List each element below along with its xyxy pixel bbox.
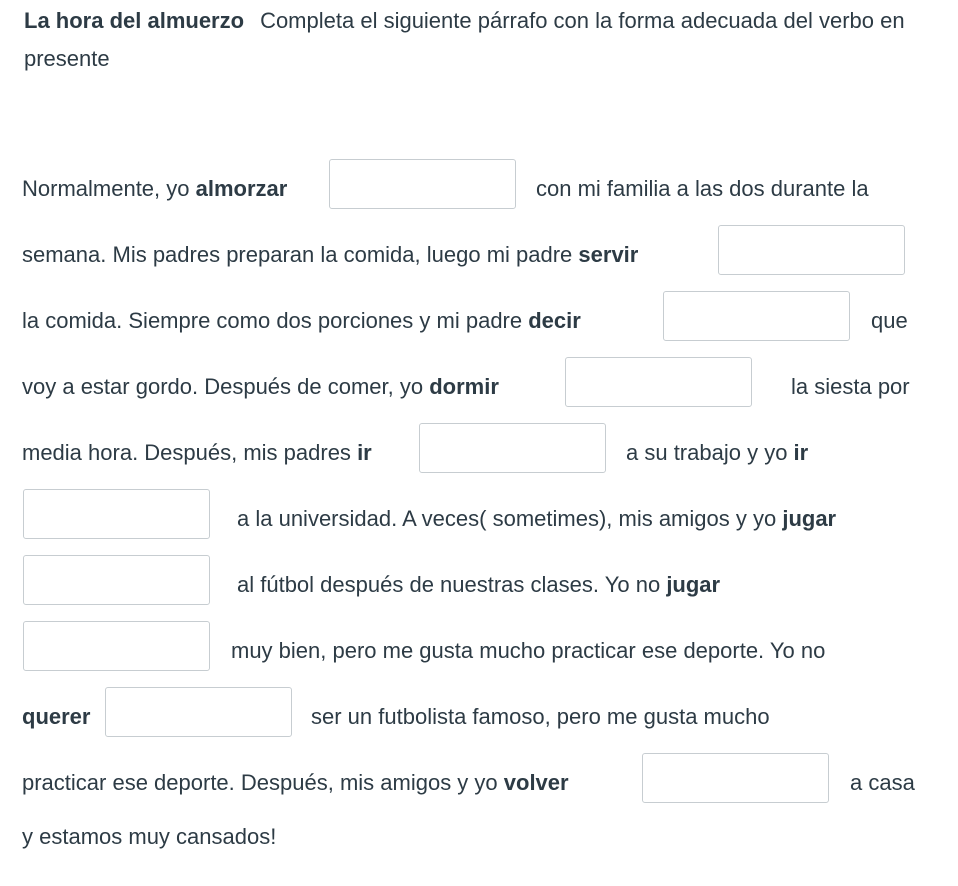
- paragraph-line-2: [22, 240, 638, 270]
- paragraph-text: al fútbol después de nuestras clases. Yo no: [237, 572, 667, 597]
- verb-prompt-ir: ir: [793, 440, 809, 465]
- question-instructions: Completa el siguiente párrafo con la forma adecuada del verbo en presente: [24, 8, 905, 71]
- answer-input-ir-padres[interactable]: [419, 423, 606, 473]
- paragraph-line-3: [22, 306, 581, 336]
- paragraph-text: a la universidad. A veces( sometimes), mis amigos y yo: [237, 506, 783, 531]
- answer-input-jugar-amigos[interactable]: [23, 555, 210, 605]
- answer-input-dormir[interactable]: [565, 357, 752, 407]
- paragraph-line-4: [22, 372, 499, 402]
- paragraph-text: con mi familia a las dos durante la: [536, 176, 869, 201]
- paragraph-text: semana. Mis padres preparan la comida, luego mi padre: [22, 242, 579, 267]
- answer-input-almorzar[interactable]: [329, 159, 516, 209]
- verb-prompt-querer: querer: [22, 704, 91, 729]
- question-title: La hora del almuerzo: [24, 8, 245, 33]
- paragraph-line-5: [22, 438, 372, 468]
- paragraph-text: la comida. Siempre como dos porciones y mi padre: [22, 308, 529, 333]
- paragraph-text: voy a estar gordo. Después de comer, yo: [22, 374, 430, 399]
- paragraph-text: media hora. Después, mis padres: [22, 440, 358, 465]
- verb-prompt-volver: volver: [503, 770, 569, 795]
- answer-input-querer[interactable]: [105, 687, 292, 737]
- answer-input-decir[interactable]: [663, 291, 850, 341]
- paragraph-line-1: [22, 174, 287, 204]
- paragraph-text: a casa: [850, 770, 915, 795]
- answer-input-servir[interactable]: [718, 225, 905, 275]
- verb-prompt-dormir: dormir: [429, 374, 499, 399]
- paragraph-line-6: [237, 504, 836, 534]
- paragraph-text: que: [871, 308, 908, 333]
- paragraph-line-9: [22, 702, 90, 732]
- answer-input-jugar-yo[interactable]: [23, 621, 210, 671]
- verb-prompt-almorzar: almorzar: [195, 176, 288, 201]
- paragraph-text: la siesta por: [791, 374, 910, 399]
- paragraph-text: ser un futbolista famoso, pero me gusta mucho: [311, 704, 770, 729]
- verb-prompt-servir: servir: [578, 242, 639, 267]
- paragraph-text: a su trabajo y yo: [626, 440, 794, 465]
- paragraph-text: Normalmente, yo: [22, 176, 196, 201]
- paragraph-line-10: [22, 768, 569, 798]
- paragraph-text: muy bien, pero me gusta mucho practicar ese deporte. Yo no: [231, 638, 826, 663]
- answer-input-ir-yo[interactable]: [23, 489, 210, 539]
- verb-prompt-ir: ir: [357, 440, 372, 465]
- question-header: [24, 2, 934, 78]
- paragraph-line-7: [237, 570, 720, 600]
- answer-input-volver[interactable]: [642, 753, 829, 803]
- verb-prompt-jugar: jugar: [666, 572, 721, 597]
- paragraph-line-5b: [626, 438, 808, 468]
- paragraph-text: practicar ese deporte. Después, mis amigos y yo: [22, 770, 504, 795]
- verb-prompt-decir: decir: [528, 308, 581, 333]
- paragraph-text: y estamos muy cansados!: [22, 824, 277, 849]
- verb-prompt-jugar: jugar: [782, 506, 837, 531]
